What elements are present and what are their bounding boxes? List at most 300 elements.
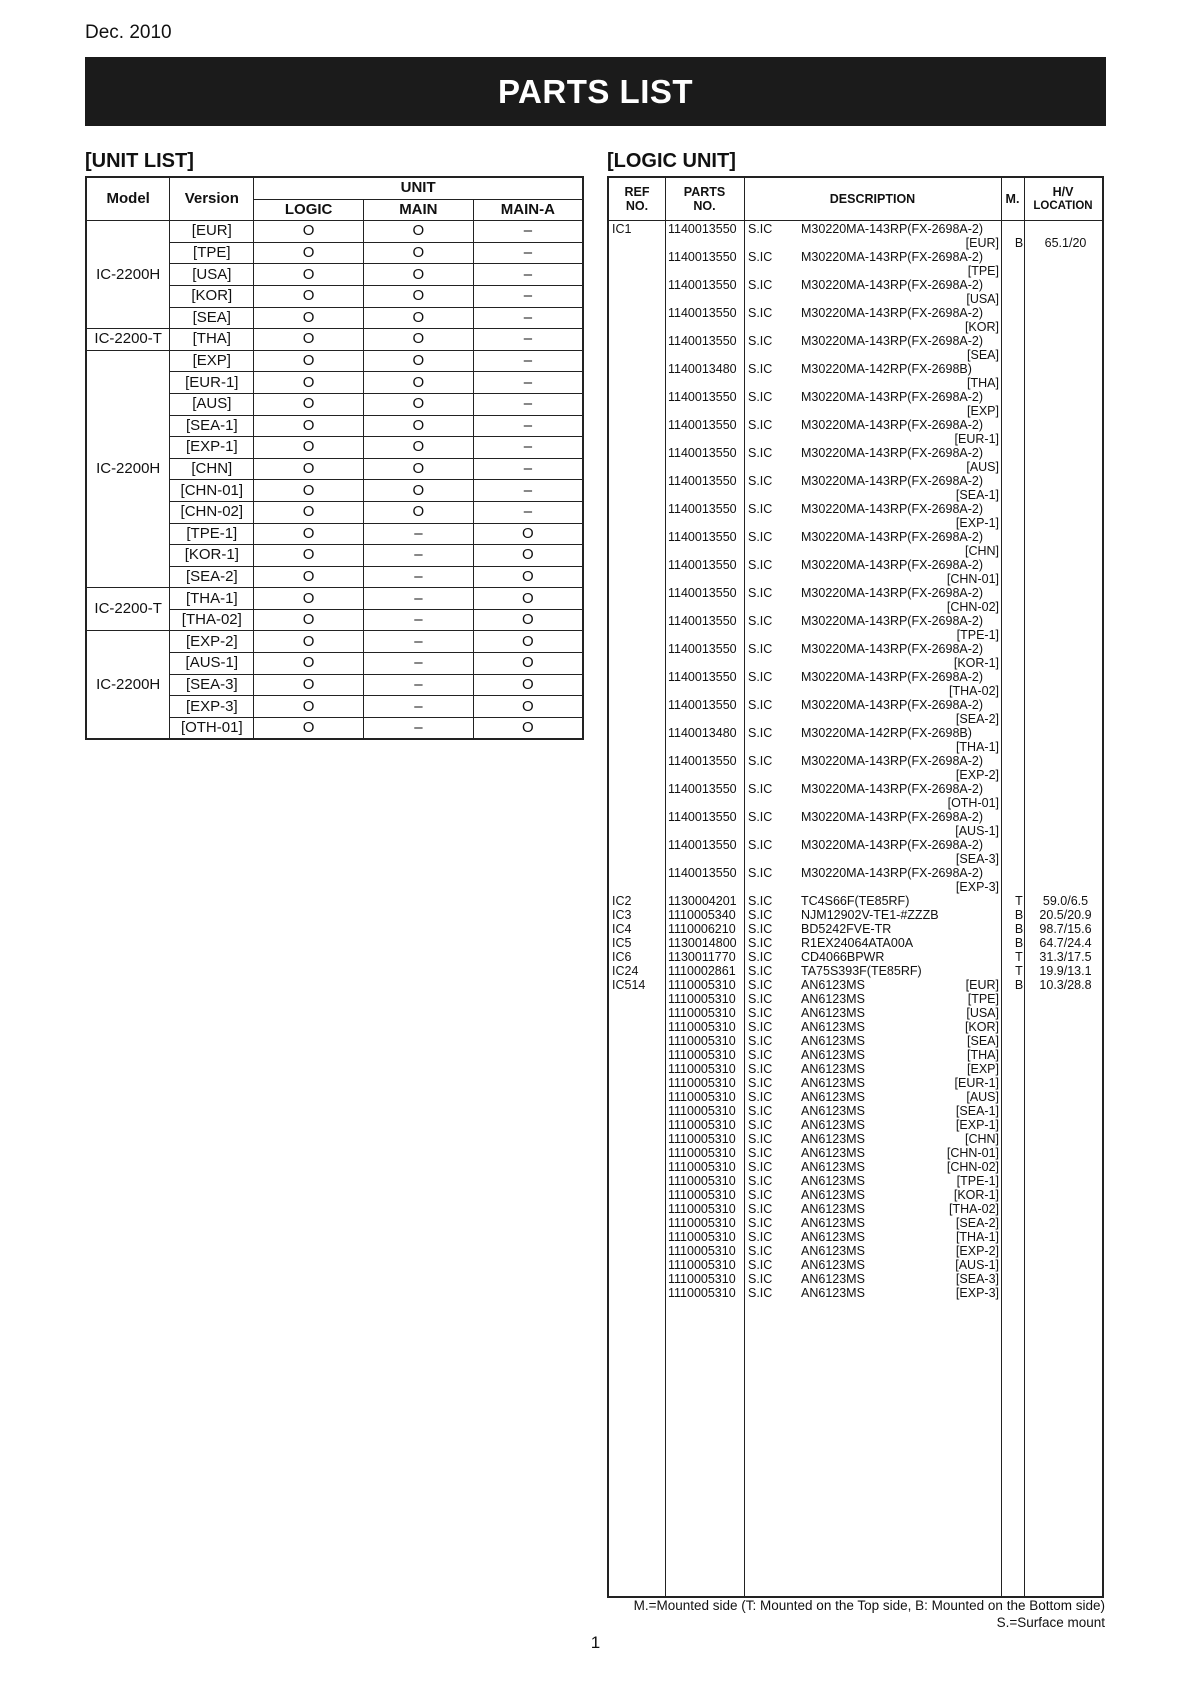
version-cell: [KOR] bbox=[964, 320, 999, 334]
part-number-cell: 1140013550 bbox=[668, 866, 737, 880]
logic-cell: O bbox=[254, 393, 364, 415]
header-description: DESCRIPTION bbox=[829, 192, 916, 206]
parts-row bbox=[609, 348, 1102, 362]
version-cell: [SEA-3] bbox=[170, 674, 254, 696]
logic-cell: O bbox=[254, 221, 364, 243]
version-cell: [EXP-2] bbox=[955, 1244, 999, 1258]
mounted-side-cell: B bbox=[1014, 922, 1024, 936]
version-cell: [AUS-1] bbox=[170, 653, 254, 675]
part-type-cell: S.IC bbox=[748, 754, 773, 768]
parts-row bbox=[609, 250, 1102, 264]
description-cell: M30220MA-143RP(FX-2698A-2) bbox=[801, 222, 984, 236]
description-cell: AN6123MS bbox=[801, 1076, 865, 1090]
part-type-cell: S.IC bbox=[748, 782, 773, 796]
description-cell: AN6123MS bbox=[801, 1104, 865, 1118]
part-number-cell: 1140013480 bbox=[668, 362, 737, 376]
main-a-cell: – bbox=[473, 415, 583, 437]
parts-row bbox=[609, 236, 1102, 250]
main-cell: O bbox=[364, 372, 474, 394]
parts-row bbox=[609, 572, 1102, 586]
parts-row bbox=[609, 1048, 1102, 1062]
logic-cell: O bbox=[254, 372, 364, 394]
part-number-cell: 1110005310 bbox=[668, 1216, 736, 1230]
parts-row bbox=[609, 866, 1102, 880]
main-a-cell: – bbox=[473, 501, 583, 523]
logic-cell: O bbox=[254, 242, 364, 264]
logic-unit-title: [LOGIC UNIT] bbox=[607, 150, 736, 172]
main-cell: – bbox=[364, 696, 474, 718]
part-type-cell: S.IC bbox=[748, 586, 773, 600]
mounted-side-cell: B bbox=[1014, 978, 1024, 992]
part-type-cell: S.IC bbox=[748, 726, 773, 740]
description-cell: M30220MA-143RP(FX-2698A-2) bbox=[801, 866, 984, 880]
part-number-cell: 1110005340 bbox=[668, 908, 736, 922]
logic-cell: O bbox=[254, 501, 364, 523]
description-cell: AN6123MS bbox=[801, 1286, 865, 1300]
description-cell: M30220MA-143RP(FX-2698A-2) bbox=[801, 418, 984, 432]
parts-row bbox=[609, 1118, 1102, 1132]
model-cell: IC-2200-T bbox=[86, 588, 170, 631]
logic-cell: O bbox=[254, 523, 364, 545]
logic-cell: O bbox=[254, 415, 364, 437]
description-cell: AN6123MS bbox=[801, 1006, 865, 1020]
version-cell: [EXP] bbox=[967, 404, 999, 418]
logic-cell: O bbox=[254, 350, 364, 372]
part-number-cell: 1110005310 bbox=[668, 1104, 736, 1118]
main-cell: O bbox=[364, 264, 474, 286]
description-cell: AN6123MS bbox=[801, 1216, 865, 1230]
part-number-cell: 1110006210 bbox=[668, 922, 736, 936]
main-a-cell: O bbox=[473, 523, 583, 545]
version-cell: [CHN-02] bbox=[946, 1160, 999, 1174]
description-cell: AN6123MS bbox=[801, 1118, 865, 1132]
version-cell: [SEA-1] bbox=[955, 488, 999, 502]
part-type-cell: S.IC bbox=[748, 558, 773, 572]
description-cell: AN6123MS bbox=[801, 1062, 865, 1076]
logic-unit-table bbox=[607, 176, 1104, 1598]
main-a-cell: – bbox=[473, 307, 583, 329]
main-a-cell: O bbox=[473, 696, 583, 718]
version-cell: [TPE] bbox=[967, 264, 999, 278]
main-cell: – bbox=[364, 545, 474, 567]
logic-cell: O bbox=[254, 458, 364, 480]
version-cell: [EXP] bbox=[967, 1062, 999, 1076]
main-cell: – bbox=[364, 588, 474, 610]
description-cell: AN6123MS bbox=[801, 1020, 865, 1034]
description-cell: AN6123MS bbox=[801, 978, 865, 992]
main-a-cell: – bbox=[473, 350, 583, 372]
parts-row bbox=[609, 1132, 1102, 1146]
version-cell: [EXP-3] bbox=[170, 696, 254, 718]
description-cell: R1EX24064ATA00A bbox=[801, 936, 914, 950]
header-main: MAIN bbox=[364, 199, 474, 221]
part-number-cell: 1110005310 bbox=[668, 992, 736, 1006]
main-cell: – bbox=[364, 653, 474, 675]
parts-row bbox=[609, 1006, 1102, 1020]
description-cell: M30220MA-143RP(FX-2698A-2) bbox=[801, 614, 984, 628]
parts-row bbox=[609, 740, 1102, 754]
part-number-cell: 1140013550 bbox=[668, 418, 737, 432]
main-cell: – bbox=[364, 674, 474, 696]
version-cell: [CHN-01] bbox=[946, 1146, 999, 1160]
version-cell: [KOR-1] bbox=[170, 545, 254, 567]
main-a-cell: – bbox=[473, 372, 583, 394]
logic-cell: O bbox=[254, 588, 364, 610]
model-cell: IC-2200H bbox=[86, 221, 170, 329]
main-a-cell: – bbox=[473, 329, 583, 351]
version-cell: [KOR] bbox=[964, 1020, 999, 1034]
description-cell: AN6123MS bbox=[801, 992, 865, 1006]
version-cell: [CHN-01] bbox=[170, 480, 254, 502]
version-cell: [THA-1] bbox=[170, 588, 254, 610]
mounted-side-cell: T bbox=[1015, 950, 1023, 964]
ref-no-cell: IC6 bbox=[612, 950, 632, 964]
logic-cell: O bbox=[254, 480, 364, 502]
parts-row bbox=[609, 1244, 1102, 1258]
part-number-cell: 1110005310 bbox=[668, 1048, 736, 1062]
version-cell: [USA] bbox=[170, 264, 254, 286]
description-cell: M30220MA-143RP(FX-2698A-2) bbox=[801, 810, 984, 824]
main-a-cell: – bbox=[473, 458, 583, 480]
part-number-cell: 1140013550 bbox=[668, 642, 737, 656]
part-number-cell: 1140013550 bbox=[668, 278, 737, 292]
parts-row bbox=[609, 502, 1102, 516]
parts-row bbox=[609, 782, 1102, 796]
parts-row bbox=[609, 810, 1102, 824]
header-main-a: MAIN-A bbox=[473, 199, 583, 221]
header-mounted: M. bbox=[1005, 192, 1020, 206]
parts-row bbox=[609, 530, 1102, 544]
parts-row bbox=[609, 558, 1102, 572]
header-logic: LOGIC bbox=[254, 199, 364, 221]
header-model: Model bbox=[86, 177, 170, 221]
part-type-cell: S.IC bbox=[748, 1076, 773, 1090]
parts-row bbox=[609, 1062, 1102, 1076]
main-cell: O bbox=[364, 415, 474, 437]
parts-row bbox=[609, 964, 1102, 978]
description-cell: M30220MA-142RP(FX-2698B) bbox=[801, 726, 972, 740]
version-cell: [USA] bbox=[966, 1006, 999, 1020]
part-number-cell: 1140013480 bbox=[668, 726, 737, 740]
part-type-cell: S.IC bbox=[748, 1034, 773, 1048]
description-cell: M30220MA-143RP(FX-2698A-2) bbox=[801, 670, 984, 684]
logic-cell: O bbox=[254, 696, 364, 718]
location-cell: 64.7/24.4 bbox=[1039, 936, 1092, 950]
part-number-cell: 1140013550 bbox=[668, 222, 737, 236]
description-cell: AN6123MS bbox=[801, 1146, 865, 1160]
parts-row bbox=[609, 670, 1102, 684]
part-number-cell: 1140013550 bbox=[668, 782, 737, 796]
parts-row bbox=[609, 586, 1102, 600]
part-type-cell: S.IC bbox=[748, 964, 773, 978]
parts-row bbox=[609, 516, 1102, 530]
part-type-cell: S.IC bbox=[748, 306, 773, 320]
main-a-cell: O bbox=[473, 631, 583, 653]
parts-row bbox=[609, 712, 1102, 726]
parts-row bbox=[609, 950, 1102, 964]
version-cell: [TPE] bbox=[967, 992, 999, 1006]
location-cell: 19.9/13.1 bbox=[1039, 964, 1092, 978]
part-type-cell: S.IC bbox=[748, 250, 773, 264]
part-number-cell: 1110005310 bbox=[668, 1286, 736, 1300]
parts-row bbox=[609, 264, 1102, 278]
part-type-cell: S.IC bbox=[748, 278, 773, 292]
part-number-cell: 1110005310 bbox=[668, 1146, 736, 1160]
main-cell: – bbox=[364, 609, 474, 631]
parts-row bbox=[609, 642, 1102, 656]
part-type-cell: S.IC bbox=[748, 1090, 773, 1104]
part-number-cell: 1110005310 bbox=[668, 1076, 736, 1090]
ref-no-cell: IC514 bbox=[612, 978, 646, 992]
parts-row bbox=[609, 754, 1102, 768]
part-type-cell: S.IC bbox=[748, 390, 773, 404]
main-cell: – bbox=[364, 717, 474, 739]
parts-row bbox=[609, 824, 1102, 838]
version-cell: [THA-02] bbox=[948, 1202, 999, 1216]
parts-row bbox=[609, 320, 1102, 334]
description-cell: M30220MA-143RP(FX-2698A-2) bbox=[801, 782, 984, 796]
part-type-cell: S.IC bbox=[748, 1244, 773, 1258]
part-type-cell: S.IC bbox=[748, 614, 773, 628]
ref-no-cell: IC4 bbox=[612, 922, 632, 936]
part-number-cell: 1140013550 bbox=[668, 502, 737, 516]
part-type-cell: S.IC bbox=[748, 446, 773, 460]
version-cell: [EUR-1] bbox=[170, 372, 254, 394]
part-number-cell: 1130011770 bbox=[668, 950, 736, 964]
description-cell: NJM12902V-TE1-#ZZZB bbox=[801, 908, 939, 922]
part-number-cell: 1110005310 bbox=[668, 1020, 736, 1034]
description-cell: M30220MA-143RP(FX-2698A-2) bbox=[801, 530, 984, 544]
part-type-cell: S.IC bbox=[748, 362, 773, 376]
ref-no-cell: IC5 bbox=[612, 936, 632, 950]
main-cell: O bbox=[364, 501, 474, 523]
version-cell: [KOR-1] bbox=[953, 1188, 999, 1202]
part-number-cell: 1130004201 bbox=[668, 894, 737, 908]
main-a-cell: O bbox=[473, 653, 583, 675]
model-cell: IC-2200H bbox=[86, 631, 170, 739]
part-type-cell: S.IC bbox=[748, 894, 773, 908]
unit-list-title: [UNIT LIST] bbox=[85, 150, 194, 172]
version-cell: [EXP-1] bbox=[955, 516, 999, 530]
part-number-cell: 1110005310 bbox=[668, 1202, 736, 1216]
version-cell: [THA] bbox=[170, 329, 254, 351]
part-number-cell: 1110005310 bbox=[668, 1118, 736, 1132]
parts-row bbox=[609, 418, 1102, 432]
part-type-cell: S.IC bbox=[748, 502, 773, 516]
version-cell: [AUS] bbox=[966, 460, 999, 474]
description-cell: AN6123MS bbox=[801, 1230, 865, 1244]
table-row bbox=[86, 631, 583, 653]
version-cell: [THA-02] bbox=[170, 609, 254, 631]
location-cell: 59.0/6.5 bbox=[1042, 894, 1089, 908]
description-cell: M30220MA-143RP(FX-2698A-2) bbox=[801, 838, 984, 852]
parts-row bbox=[609, 698, 1102, 712]
part-type-cell: S.IC bbox=[748, 1048, 773, 1062]
main-a-cell: – bbox=[473, 285, 583, 307]
part-type-cell: S.IC bbox=[748, 1216, 773, 1230]
main-a-cell: O bbox=[473, 566, 583, 588]
version-cell: [SEA] bbox=[170, 307, 254, 329]
main-cell: O bbox=[364, 285, 474, 307]
parts-row bbox=[609, 1216, 1102, 1230]
table-row bbox=[86, 221, 583, 243]
part-type-cell: S.IC bbox=[748, 698, 773, 712]
parts-row bbox=[609, 306, 1102, 320]
version-cell: [KOR-1] bbox=[953, 656, 999, 670]
version-cell: [CHN-02] bbox=[170, 501, 254, 523]
part-type-cell: S.IC bbox=[748, 810, 773, 824]
version-cell: [EXP-3] bbox=[955, 1286, 999, 1300]
description-cell: AN6123MS bbox=[801, 1174, 865, 1188]
parts-row bbox=[609, 656, 1102, 670]
part-type-cell: S.IC bbox=[748, 1230, 773, 1244]
part-number-cell: 1110002861 bbox=[668, 964, 736, 978]
parts-row bbox=[609, 292, 1102, 306]
header-ref-no: REF NO. bbox=[624, 185, 650, 213]
version-cell: [CHN] bbox=[170, 458, 254, 480]
parts-row bbox=[609, 894, 1102, 908]
description-cell: BD5242FVE-TR bbox=[801, 922, 892, 936]
part-number-cell: 1110005310 bbox=[668, 1244, 736, 1258]
version-cell: [EXP] bbox=[170, 350, 254, 372]
part-type-cell: S.IC bbox=[748, 334, 773, 348]
mounted-side-cell: T bbox=[1015, 964, 1023, 978]
main-cell: O bbox=[364, 221, 474, 243]
parts-row bbox=[609, 838, 1102, 852]
table-row bbox=[86, 350, 583, 372]
main-cell: O bbox=[364, 350, 474, 372]
logic-cell: O bbox=[254, 674, 364, 696]
table-row bbox=[86, 588, 583, 610]
description-cell: AN6123MS bbox=[801, 1188, 865, 1202]
description-cell: AN6123MS bbox=[801, 1034, 865, 1048]
part-type-cell: S.IC bbox=[748, 908, 773, 922]
mounted-side-note: M.=Mounted side (T: Mounted on the Top side, B: Mounted on the Bottom side) bbox=[633, 1598, 1105, 1613]
version-cell: [SEA-2] bbox=[170, 566, 254, 588]
parts-row bbox=[609, 978, 1102, 992]
part-type-cell: S.IC bbox=[748, 642, 773, 656]
main-a-cell: – bbox=[473, 393, 583, 415]
part-number-cell: 1140013550 bbox=[668, 698, 737, 712]
description-cell: M30220MA-143RP(FX-2698A-2) bbox=[801, 502, 984, 516]
parts-row bbox=[609, 1104, 1102, 1118]
parts-row bbox=[609, 488, 1102, 502]
mounted-side-cell: B bbox=[1014, 936, 1024, 950]
parts-row bbox=[609, 628, 1102, 642]
part-number-cell: 1140013550 bbox=[668, 306, 737, 320]
part-type-cell: S.IC bbox=[748, 866, 773, 880]
main-a-cell: O bbox=[473, 674, 583, 696]
main-cell: O bbox=[364, 480, 474, 502]
part-number-cell: 1110005310 bbox=[668, 1006, 736, 1020]
parts-row bbox=[609, 334, 1102, 348]
unit-list-body bbox=[86, 221, 583, 740]
version-cell: [KOR] bbox=[170, 285, 254, 307]
parts-row bbox=[609, 614, 1102, 628]
version-cell: [USA] bbox=[966, 292, 999, 306]
version-cell: [EXP-3] bbox=[955, 880, 999, 894]
model-cell: IC-2200H bbox=[86, 350, 170, 588]
parts-row bbox=[609, 1188, 1102, 1202]
description-cell: TC4S66F(TE85RF) bbox=[801, 894, 910, 908]
parts-row bbox=[609, 278, 1102, 292]
version-cell: [THA-1] bbox=[955, 1230, 999, 1244]
logic-cell: O bbox=[254, 631, 364, 653]
part-number-cell: 1140013550 bbox=[668, 810, 737, 824]
part-number-cell: 1110005310 bbox=[668, 1188, 736, 1202]
logic-cell: O bbox=[254, 609, 364, 631]
parts-row bbox=[609, 1174, 1102, 1188]
description-cell: TA75S393F(TE85RF) bbox=[801, 964, 922, 978]
description-cell: M30220MA-143RP(FX-2698A-2) bbox=[801, 754, 984, 768]
version-cell: [OTH-01] bbox=[947, 796, 999, 810]
main-cell: O bbox=[364, 329, 474, 351]
part-type-cell: S.IC bbox=[748, 1132, 773, 1146]
part-type-cell: S.IC bbox=[748, 418, 773, 432]
main-a-cell: – bbox=[473, 264, 583, 286]
location-cell: 98.7/15.6 bbox=[1039, 922, 1092, 936]
mounted-side-cell: B bbox=[1014, 908, 1024, 922]
main-a-cell: – bbox=[473, 221, 583, 243]
version-cell: [SEA] bbox=[967, 1034, 999, 1048]
description-cell: AN6123MS bbox=[801, 1244, 865, 1258]
part-type-cell: S.IC bbox=[748, 1104, 773, 1118]
part-number-cell: 1110005310 bbox=[668, 1132, 736, 1146]
part-type-cell: S.IC bbox=[748, 1174, 773, 1188]
version-cell: [SEA-2] bbox=[955, 712, 999, 726]
version-cell: [EUR] bbox=[170, 221, 254, 243]
version-cell: [EUR] bbox=[965, 236, 999, 250]
version-cell: [EXP-1] bbox=[170, 437, 254, 459]
version-cell: [TPE] bbox=[170, 242, 254, 264]
parts-row bbox=[609, 1160, 1102, 1174]
location-cell: 65.1/20 bbox=[1044, 236, 1087, 250]
model-cell: IC-2200-T bbox=[86, 329, 170, 351]
part-type-cell: S.IC bbox=[748, 530, 773, 544]
part-type-cell: S.IC bbox=[748, 1006, 773, 1020]
parts-row bbox=[609, 600, 1102, 614]
description-cell: M30220MA-143RP(FX-2698A-2) bbox=[801, 642, 984, 656]
table-row bbox=[86, 329, 583, 351]
description-cell: AN6123MS bbox=[801, 1048, 865, 1062]
parts-row bbox=[609, 1230, 1102, 1244]
version-cell: [CHN-01] bbox=[946, 572, 999, 586]
ref-no-cell: IC2 bbox=[612, 894, 632, 908]
main-cell: O bbox=[364, 307, 474, 329]
version-cell: [SEA] bbox=[967, 348, 999, 362]
description-cell: M30220MA-143RP(FX-2698A-2) bbox=[801, 278, 984, 292]
parts-row bbox=[609, 852, 1102, 866]
part-number-cell: 1110005310 bbox=[668, 1174, 736, 1188]
description-cell: AN6123MS bbox=[801, 1132, 865, 1146]
part-type-cell: S.IC bbox=[748, 950, 773, 964]
part-type-cell: S.IC bbox=[748, 222, 773, 236]
part-type-cell: S.IC bbox=[748, 1286, 773, 1300]
part-type-cell: S.IC bbox=[748, 670, 773, 684]
part-number-cell: 1130014800 bbox=[668, 936, 737, 950]
part-number-cell: 1110005310 bbox=[668, 1090, 736, 1104]
part-type-cell: S.IC bbox=[748, 1146, 773, 1160]
version-cell: [CHN] bbox=[964, 1132, 999, 1146]
surface-mount-note: S.=Surface mount bbox=[996, 1615, 1105, 1630]
part-type-cell: S.IC bbox=[748, 1118, 773, 1132]
description-cell: M30220MA-142RP(FX-2698B) bbox=[801, 362, 972, 376]
part-type-cell: S.IC bbox=[748, 1062, 773, 1076]
parts-row bbox=[609, 922, 1102, 936]
version-cell: [CHN-02] bbox=[946, 600, 999, 614]
version-cell: [THA] bbox=[967, 376, 999, 390]
part-type-cell: S.IC bbox=[748, 992, 773, 1006]
